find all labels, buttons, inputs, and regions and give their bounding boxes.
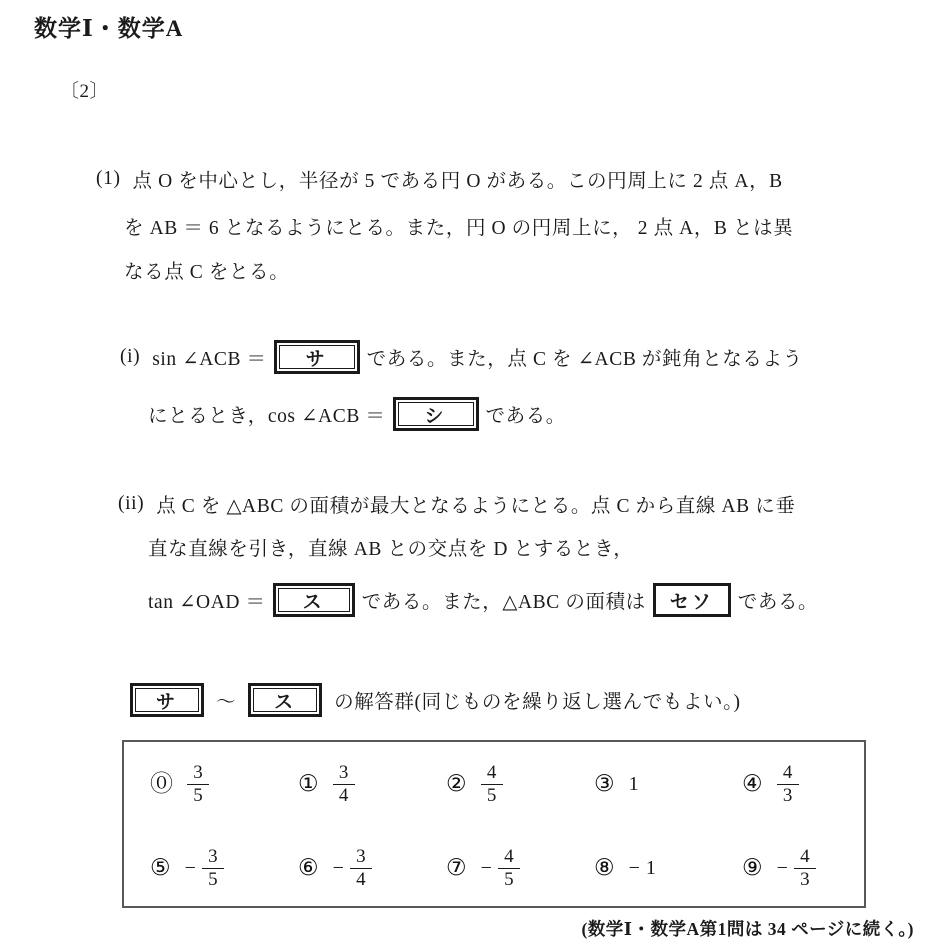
sub-ii-line-3-pre: tan ∠OAD ＝: [148, 592, 266, 613]
fraction-denominator: 5: [208, 868, 218, 890]
fraction-denominator: 3: [800, 868, 810, 890]
sub-i-line-1-pre: sin ∠ACB ＝: [152, 349, 267, 370]
answer-group-header: [130, 683, 741, 717]
choice-value: [629, 857, 656, 880]
sub-ii-line-3-post: である。: [737, 592, 819, 613]
choice-option[interactable]: [272, 763, 420, 805]
sub-ii-line-1-text: 点 C を △ABC の面積が最大となるようにとる。点 C から直線 AB に垂: [156, 496, 796, 517]
answer-box-sa[interactable]: [274, 340, 360, 374]
choice-sign: −: [776, 856, 788, 879]
choices-row-2: [124, 826, 864, 910]
problem-line-3-text: なる点 C をとる。: [124, 262, 290, 283]
answer-group-label: の解答群(同じものを繰り返し選んでもよい。): [334, 692, 741, 713]
footer-note: (数学Ⅰ・数学A第1問は 34 ページに続く。): [581, 919, 914, 939]
choices-row-1: [124, 742, 864, 826]
sub-i-line-2: [148, 397, 566, 431]
answer-box-su-label: ス: [278, 588, 350, 612]
problem-line-1-text: 点 O を中心とし，半径が 5 である円 O がある。この円周上に 2 点 A，B: [132, 171, 783, 192]
choice-fraction: [333, 763, 355, 805]
choice-value: [333, 847, 372, 889]
choice-marker-icon: ⑥: [298, 854, 319, 881]
choice-fraction: [794, 847, 816, 889]
fraction-numerator: 3: [193, 762, 203, 784]
choice-marker-icon: ③: [594, 770, 615, 797]
fraction-numerator: 3: [338, 762, 349, 784]
sub-ii-line-3-mid: である。また，△ABC の面積は: [361, 592, 646, 613]
choice-sign: −: [332, 856, 344, 879]
choice-value: [185, 847, 224, 889]
answer-box-shi-label: シ: [398, 402, 474, 426]
choice-option[interactable]: [272, 847, 420, 889]
choice-value: [187, 763, 209, 805]
fraction-numerator: 4: [782, 762, 793, 784]
choice-fraction: [202, 847, 224, 889]
sub-ii-line-2: [148, 533, 633, 561]
choice-fraction: [498, 847, 520, 889]
choice-marker-icon: ②: [446, 770, 467, 797]
choice-fraction: [187, 763, 209, 805]
choice-marker-icon: ⑦: [446, 854, 467, 881]
answer-group-tilde: 〜: [216, 692, 237, 713]
choice-value: [629, 773, 639, 796]
answer-box-seso[interactable]: セソ: [653, 583, 731, 617]
sub-i-line-1-post: である。また，点 C を ∠ACB が鈍角となるよう: [366, 349, 803, 370]
fraction-numerator: 4: [504, 846, 514, 868]
choice-marker-icon: ⑤: [150, 854, 171, 881]
sub-i-number: (i): [120, 346, 141, 367]
choice-value: [333, 763, 355, 805]
choice-value: [481, 763, 503, 805]
choice-plain-value: 1: [628, 772, 639, 795]
answer-box-shi[interactable]: [393, 397, 479, 431]
answer-group-to-box[interactable]: [248, 683, 322, 717]
choice-fraction: [350, 847, 372, 889]
choice-option[interactable]: [124, 763, 272, 805]
sub-i-line-2-post: である。: [485, 406, 566, 427]
choice-sign: −: [480, 856, 492, 879]
sub-i-line-1: [120, 340, 803, 374]
page-title: 数学Ⅰ・数学A: [34, 16, 184, 41]
choice-marker-icon: ⑨: [742, 854, 763, 881]
choice-sign: −: [628, 856, 640, 879]
sub-i-line-2-pre: にとるとき，cos ∠ACB ＝: [148, 406, 386, 427]
fraction-denominator: 4: [356, 868, 366, 890]
choice-marker-icon: ⓪: [150, 770, 173, 797]
choice-option[interactable]: [124, 847, 272, 889]
answer-group-to-label: ス: [253, 688, 317, 712]
answer-group-from-box[interactable]: [130, 683, 204, 717]
choice-sign: −: [184, 856, 196, 879]
fraction-denominator: 5: [486, 784, 497, 806]
choice-marker-icon: ①: [298, 770, 319, 797]
choice-fraction: [481, 763, 503, 805]
choice-option[interactable]: [420, 847, 568, 889]
problem-line-3: [124, 256, 289, 284]
answer-box-su[interactable]: [273, 583, 355, 617]
sub-ii-line-3: [148, 583, 818, 617]
fraction-denominator: 3: [782, 784, 793, 806]
choice-value: [777, 763, 799, 805]
choice-marker-icon: ⑧: [594, 854, 615, 881]
fraction-numerator: 4: [486, 762, 497, 784]
choice-option[interactable]: [716, 847, 864, 889]
problem-line-1: [96, 165, 783, 193]
fraction-numerator: 4: [800, 846, 810, 868]
fraction-denominator: 4: [338, 784, 349, 806]
sub-ii-line-1: [118, 490, 795, 518]
problem-number: (1): [96, 168, 121, 189]
choice-option[interactable]: [420, 763, 568, 805]
fraction-denominator: 5: [504, 868, 514, 890]
choices-frame: [122, 740, 866, 908]
problem-line-2-text: を AB ＝ 6 となるようにとる。また，円 O の円周上に， 2 点 A，B とは異: [124, 218, 794, 239]
choice-option[interactable]: [568, 854, 716, 881]
choice-marker-icon: ④: [742, 770, 763, 797]
fraction-numerator: 3: [356, 846, 366, 868]
sub-ii-number: (ii): [118, 493, 145, 514]
choice-option[interactable]: [716, 763, 864, 805]
problem-line-2: [124, 212, 793, 240]
fraction-denominator: 5: [193, 784, 203, 806]
choice-plain-value: 1: [645, 856, 656, 879]
choice-option[interactable]: [568, 770, 716, 797]
fraction-numerator: 3: [208, 846, 218, 868]
answer-group-from-label: サ: [135, 688, 199, 712]
choice-fraction: [777, 763, 799, 805]
sub-ii-line-2-text: 直な直線を引き，直線 AB との交点を D とするとき，: [148, 539, 634, 560]
section-label: 〔2〕: [60, 81, 110, 102]
answer-box-sa-label: サ: [279, 345, 355, 369]
choice-value: [481, 847, 520, 889]
choice-value: [777, 847, 816, 889]
